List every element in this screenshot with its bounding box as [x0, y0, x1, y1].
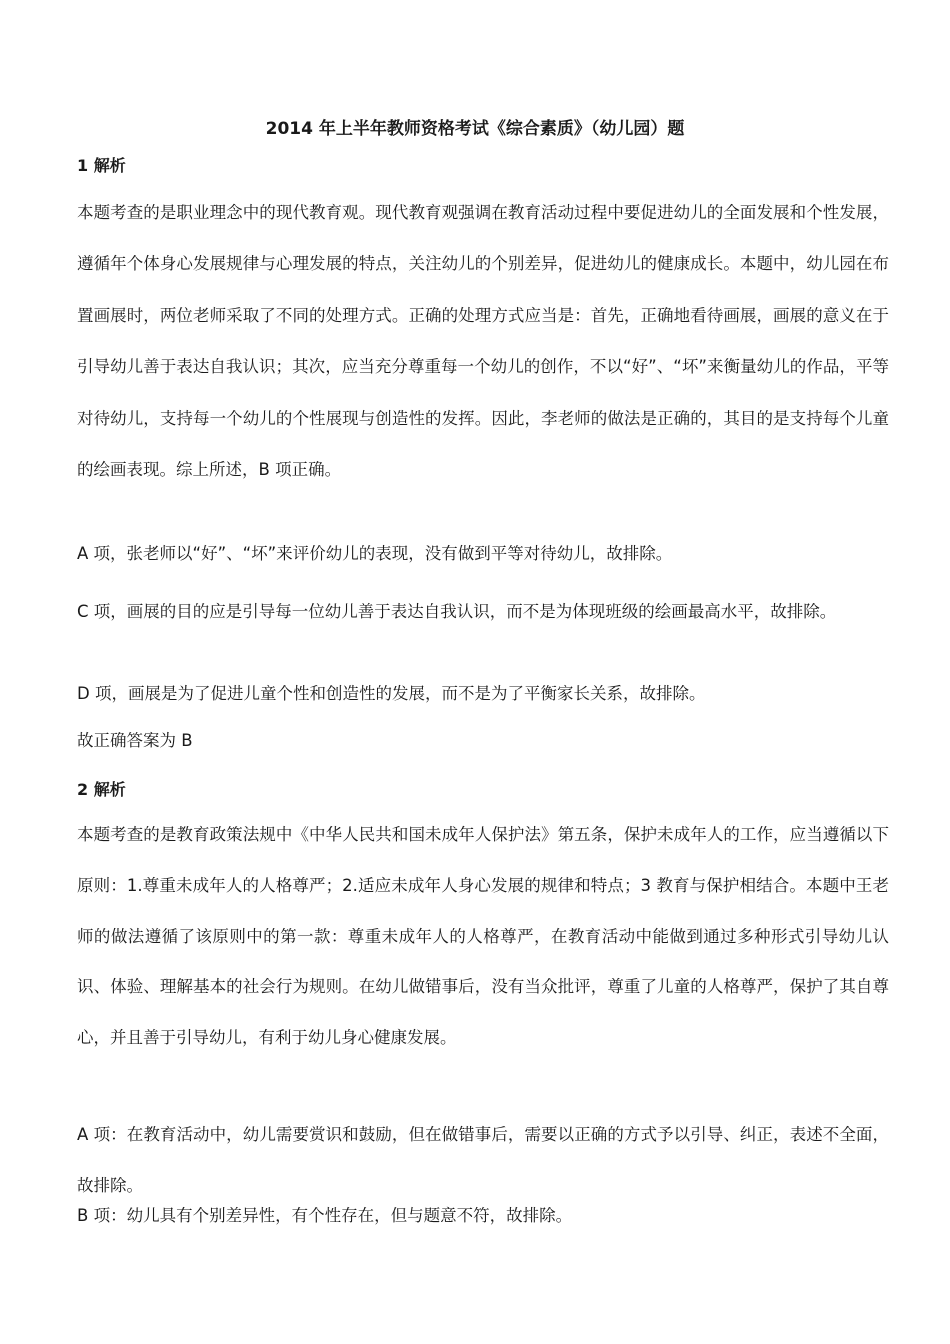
section-1-option-a: A 项，张老师以“好”、“坏”来评价幼儿的表现，没有做到平等对待幼儿，故排除。: [77, 544, 673, 563]
section-2-body: 本题考查的是教育政策法规中《中华人民共和国未成年人保护法》第五条，保护未成年人的工作，应当遵循以下原则：1.尊重未成年人的人格尊严；2.适应未成年人身心发展的规律和特点；3 教育与保护相结合。本题中王老师的做法遵循了该原则中的第一款：尊重未成年人的人格尊严，在教育活动中能做到通过多种形式引导幼儿认识、体验、理解基本的社会行为规则。在幼儿做错事后，没有当众批评，尊重了儿童的人格尊严，保护了其自尊心，并且善于引导幼儿，有利于幼儿身心健康发展。: [77, 825, 889, 1048]
section-2-option-a: A 项：在教育活动中，幼儿需要赏识和鼓励，但在做错事后，需要以正确的方式予以引导、纠正，表述不全面，故排除。: [77, 1125, 889, 1195]
section-1-body: 本题考查的是职业理念中的现代教育观。现代教育观强调在教育活动过程中要促进幼儿的全面发展和个性发展，遵循年个体身心发展规律与心理发展的特点，关注幼儿的个别差异，促进幼儿的健康成长。本题中，幼儿园在布置画展时，两位老师采取了不同的处理方式。正确的处理方式应当是：首先，正确地看待画展，画展的意义在于引导幼儿善于表达自我认识；其次，应当充分尊重每一个幼儿的创作，不以“好”、“坏”来衡量幼儿的作品，平等对待幼儿，支持每一个幼儿的个性展现与创造性的发挥。因此，李老师的做法是正确的，其目的是支持每个儿童的绘画表现。综上所述，B 项正确。: [77, 203, 889, 480]
section-2-heading: 2 解析: [77, 780, 126, 799]
section-1-option-d: D 项，画展是为了促进儿童个性和创造性的发展，而不是为了平衡家长关系，故排除。: [77, 684, 706, 703]
document-title: 2014 年上半年教师资格考试《综合素质》（幼儿园）题: [265, 119, 685, 139]
section-1-option-c: C 项，画展的目的应是引导每一位幼儿善于表达自我认识，而不是为体现班级的绘画最高水平，故排除。: [77, 602, 837, 621]
section-1-heading: 1 解析: [77, 156, 126, 175]
section-1-conclusion: 故正确答案为 B: [77, 731, 193, 750]
section-2-option-b: B 项：幼儿具有个别差异性，有个性存在，但与题意不符，故排除。: [77, 1206, 573, 1225]
